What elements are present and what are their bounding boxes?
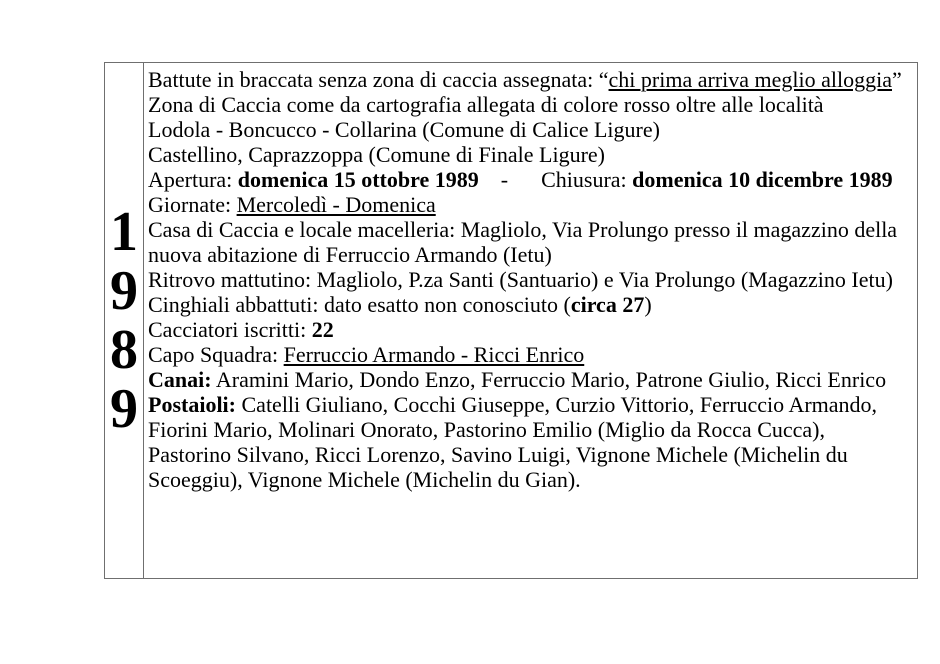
- year-cell: [105, 63, 144, 578]
- text-segment-bold: Postaioli:: [148, 392, 236, 417]
- text-segment-bold: Canai:: [148, 367, 212, 392]
- text-line: [148, 292, 913, 317]
- text-segment: ”: [892, 67, 902, 92]
- text-segment: Giornate:: [148, 192, 237, 217]
- text-line: [148, 167, 913, 192]
- text-segment: nuova abitazione di Ferruccio Armando (Ietu): [148, 242, 552, 267]
- text-line: [148, 467, 913, 492]
- text-line: [148, 142, 913, 167]
- text-segment: ): [644, 292, 652, 317]
- text-line: [148, 442, 913, 467]
- text-line: [148, 67, 913, 92]
- text-line: [148, 242, 913, 267]
- text-segment-bold: domenica 15 ottobre 1989: [237, 167, 479, 192]
- text-segment: Pastorino Silvano, Ricci Lorenzo, Savino Luigi, Vignone Michele (Michelin du: [148, 442, 848, 467]
- text-segment-underline: chi prima arriva meglio alloggia: [608, 67, 892, 92]
- text-segment-bold: 22: [311, 317, 334, 342]
- text-line: [148, 267, 913, 292]
- text-line: [148, 367, 913, 392]
- text-segment: Zona di Caccia come da cartografia allegata di colore rosso oltre alle località: [148, 92, 824, 117]
- text-line: [148, 317, 913, 342]
- text-segment: Scoeggiu), Vignone Michele (Michelin du Gian).: [148, 467, 581, 492]
- year-digit: 1: [110, 200, 138, 263]
- text-line: [148, 392, 913, 417]
- text-segment: Catelli Giuliano, Cocchi Giuseppe, Curzio Vittorio, Ferruccio Armando,: [236, 392, 878, 417]
- text-line: [148, 117, 913, 142]
- text-segment-bold: circa 27: [570, 292, 645, 317]
- text-segment: Capo Squadra:: [148, 342, 284, 367]
- text-line: [148, 217, 913, 242]
- text-segment: Cacciatori iscritti:: [148, 317, 312, 342]
- hunt-record-table: [104, 62, 918, 579]
- text-segment: Castellino, Caprazzoppa (Comune di Finale Ligure): [148, 142, 605, 167]
- text-segment: Ritrovo mattutino: Magliolo, P.za Santi (Santuario) e Via Prolungo (Magazzino Ietu): [148, 267, 893, 292]
- text-segment: Fiorini Mario, Molinari Onorato, Pastorino Emilio (Miglio da Rocca Cucca),: [148, 417, 825, 442]
- text-line: [148, 417, 913, 442]
- text-segment: Cinghiali abbattuti: dato esatto non conosciuto (: [148, 292, 571, 317]
- text-segment: Battute in braccata senza zona di caccia assegnata: “: [148, 67, 609, 92]
- year-digit: 9: [110, 259, 138, 322]
- text-line: [148, 342, 913, 367]
- text-segment-underline: Mercoledì - Domenica: [236, 192, 436, 217]
- text-segment: - Chiusura:: [478, 167, 633, 192]
- text-segment-underline: Ferruccio Armando - Ricci Enrico: [283, 342, 585, 367]
- text-segment: Lodola - Boncucco - Collarina (Comune di Calice Ligure): [148, 117, 660, 142]
- text-segment: Aramini Mario, Dondo Enzo, Ferruccio Mario, Patrone Giulio, Ricci Enrico: [211, 367, 887, 392]
- text-segment: Apertura:: [148, 167, 238, 192]
- text-segment-bold: domenica 10 dicembre 1989: [632, 167, 893, 192]
- year-digit: 9: [110, 377, 138, 440]
- text-segment: Casa di Caccia e locale macelleria: Magliolo, Via Prolungo presso il magazzino della: [148, 217, 898, 242]
- year-digit: 8: [110, 318, 138, 381]
- text-line: [148, 192, 913, 217]
- record-text-cell: [144, 63, 917, 578]
- text-line: [148, 92, 913, 117]
